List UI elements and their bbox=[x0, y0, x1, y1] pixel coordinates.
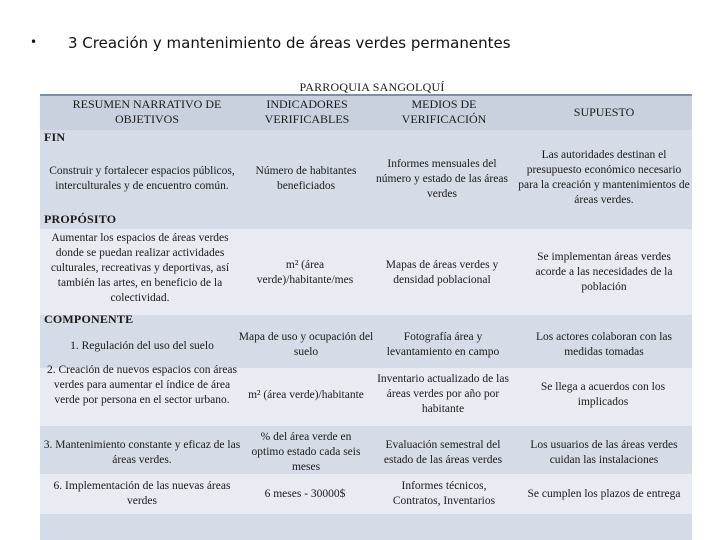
header-supuesto: SUPUESTO bbox=[573, 105, 635, 119]
label-componente: COMPONENTE bbox=[44, 312, 134, 326]
header-objetivos: RESUMEN NARRATIVO DE OBJETIVOS bbox=[72, 97, 222, 126]
label-proposito: PROPÓSITO bbox=[44, 212, 117, 226]
slide-title: 3 Creación y mantenimiento de áreas verdes permanentes bbox=[68, 34, 511, 52]
c1-objetivo: 1. Regulación del uso del suelo bbox=[70, 340, 214, 352]
label-fin: FIN bbox=[44, 130, 66, 144]
c3-medio: Evaluación semestral del estado de las áreas verdes bbox=[383, 439, 503, 466]
c3-supuesto: Los usuarios de las áreas verdes cuidan las instalaciones bbox=[530, 439, 678, 466]
c6-supuesto: Se cumplen los plazos de entrega bbox=[527, 488, 681, 500]
fin-indicador: Número de habitantes beneficiados bbox=[255, 165, 357, 192]
c2-supuesto: Se llega a acuerdos con los implicados bbox=[540, 381, 666, 408]
c2-medio: Inventario actualizado de las áreas verdes por año por habitante bbox=[377, 373, 509, 415]
c3-objetivo: 3. Mantenimiento constante y eficaz de las áreas verdes. bbox=[43, 439, 241, 466]
proposito-medio: Mapas de áreas verdes y densidad poblacional bbox=[385, 259, 499, 286]
c1-medio: Fotografía área y levantamiento en campo bbox=[386, 331, 500, 358]
header-indicadores: INDICADORES VERIFICABLES bbox=[264, 97, 350, 126]
c1-indicador: Mapa de uso y ocupación del suelo bbox=[238, 331, 374, 358]
header-medios: MEDIOS DE VERIFICACIÓN bbox=[401, 97, 487, 126]
bullet: • bbox=[30, 35, 38, 49]
c6-medio: Informes técnicos, Contratos, Inventarios bbox=[392, 480, 496, 507]
c2-objetivo: 2. Creación de nuevos espacios con áreas verdes para aumentar el índice de área verde por persona en el sector urbano. bbox=[47, 364, 237, 406]
fin-supuesto: Las autoridades destinan el presupuesto económico necesario para la creación y mantenimientos de áreas verdes. bbox=[518, 149, 690, 206]
parroquia-title: PARROQUIA SANGOLQUÍ bbox=[299, 80, 445, 94]
c6-objetivo: 6. Implementación de las nuevas áreas verdes bbox=[53, 480, 231, 507]
c3-indicador: % del área verde en optimo estado cada seis meses bbox=[251, 431, 361, 473]
c1-supuesto: Los actores colaboran con las medidas tomadas bbox=[535, 331, 673, 358]
slide-heading bbox=[30, 34, 511, 52]
proposito-indicador: m² (área verde)/habitante/mes bbox=[256, 259, 354, 286]
c2-indicador: m² (área verde)/habitante bbox=[248, 389, 364, 401]
c6-indicador: 6 meses - 30000$ bbox=[264, 488, 346, 500]
proposito-objetivo: Aumentar los espacios de áreas verdes donde se puedan realizar actividades culturales, recreativas y deportivas, así también las artes, en beneficio de la colectividad. bbox=[50, 232, 230, 304]
fin-medio: Informes mensuales del número y estado de las áreas verdes bbox=[376, 158, 508, 200]
proposito-supuesto: Se implementan áreas verdes acorde a las necesidades de la población bbox=[535, 251, 673, 293]
fin-objetivo: Construir y fortalecer espacios públicos, interculturales y de encuentro común. bbox=[49, 165, 235, 192]
